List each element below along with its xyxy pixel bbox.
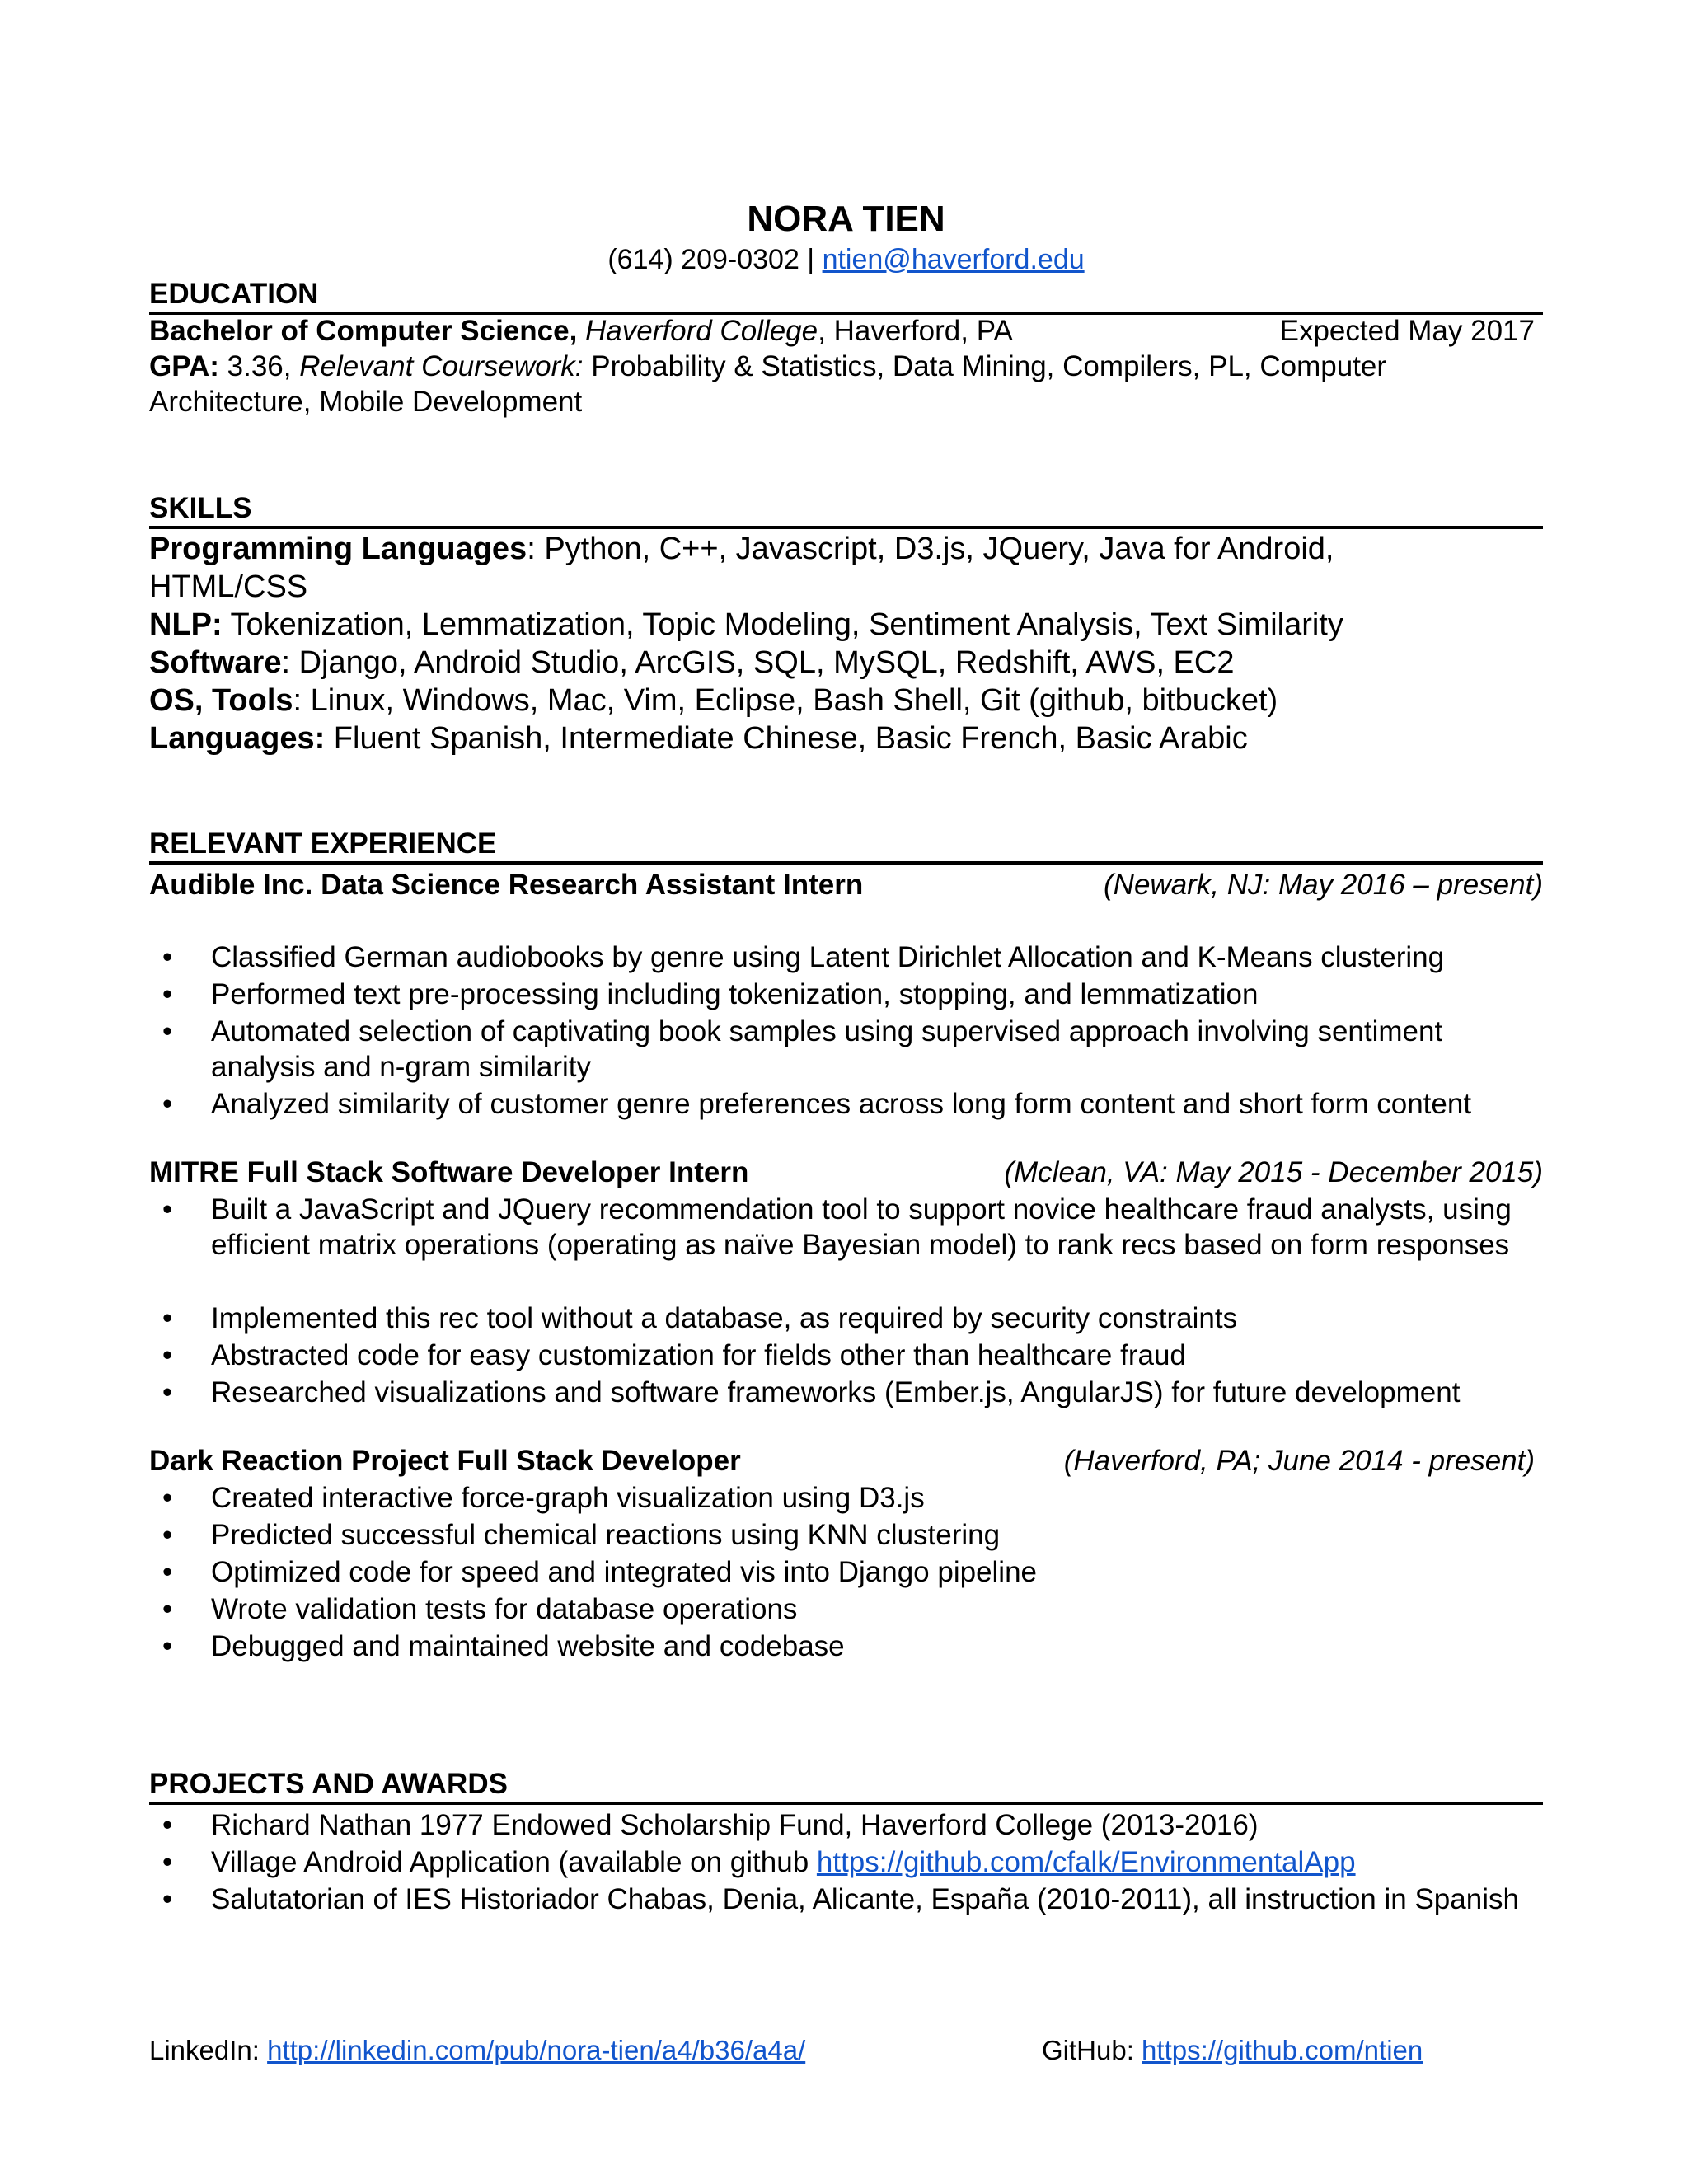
- bullet-icon: •: [162, 1630, 173, 1662]
- bullet-icon: •: [162, 1482, 173, 1514]
- experience-heading: RELEVANT EXPERIENCE: [149, 827, 1543, 865]
- college-name: Haverford College: [585, 315, 818, 347]
- skills-heading: SKILLS: [149, 491, 1543, 529]
- bullet-text: Predicted successful chemical reactions using KNN clustering: [211, 1519, 1001, 1551]
- bullet-icon: •: [162, 1556, 173, 1588]
- job-location: (Haverford, PA; June 2014 - present): [1063, 1445, 1535, 1477]
- job-title-text: Audible Inc. Data Science Research Assistant Intern: [149, 869, 864, 901]
- bullet-text: Researched visualizations and software frameworks (Ember.js, AngularJS) for future development: [211, 1376, 1461, 1408]
- bullet-icon: •: [162, 1015, 173, 1047]
- degree-line: [149, 314, 1543, 349]
- skills-languages-label: Languages:: [149, 721, 326, 756]
- linkedin-link[interactable]: http://linkedin.com/pub/nora-tien/a4/b36/a4a/: [267, 2035, 806, 2065]
- skills-programming-continued: HTML/CSS: [149, 569, 308, 604]
- bullet-icon: •: [162, 1088, 173, 1120]
- bullet-text: Created interactive force-graph visualization using D3.js: [211, 1482, 925, 1514]
- skills-nlp-label: NLP:: [149, 607, 223, 642]
- bullet-icon: •: [162, 941, 173, 973]
- bullet-icon: •: [162, 1302, 173, 1334]
- job-title-text: MITRE Full Stack Software Developer Intern: [149, 1156, 749, 1188]
- job-title-text: Dark Reaction Project Full Stack Developer: [149, 1445, 741, 1477]
- github-label: GitHub:: [1042, 2035, 1142, 2065]
- gpa-value: 3.36,: [218, 350, 300, 382]
- projects-heading: PROJECTS AND AWARDS: [149, 1767, 1543, 1805]
- skills-software-label: Software: [149, 645, 282, 680]
- bullet-text: Analyzed similarity of customer genre preferences across long form content and short form content: [211, 1088, 1472, 1120]
- skills-languages-value: Fluent Spanish, Intermediate Chinese, Basic French, Basic Arabic: [325, 721, 1248, 756]
- bullet-icon: •: [162, 1339, 173, 1371]
- email-link[interactable]: ntien@haverford.edu: [822, 244, 1085, 275]
- gpa-line: [149, 349, 1543, 384]
- graduation-date: Expected May 2017: [1279, 315, 1535, 347]
- bullet-icon: •: [162, 1593, 173, 1625]
- bullet-text: Abstracted code for easy customization for fields other than healthcare fraud: [211, 1339, 1186, 1371]
- skills-software-value: : Django, Android Studio, ArcGIS, SQL, MySQL, Redshift, AWS, EC2: [281, 645, 1235, 680]
- skills-languages: [149, 719, 1543, 757]
- bullet-text: Optimized code for speed and integrated vis into Django pipeline: [211, 1556, 1038, 1588]
- bullet-text: Performed text pre-processing including tokenization, stopping, and lemmatization: [211, 978, 1259, 1010]
- job-location: (Newark, NJ: May 2016 – present): [1104, 869, 1543, 901]
- linkedin-label: LinkedIn:: [149, 2035, 268, 2065]
- bullet-text: Implemented this rec tool without a database, as required by security constraints: [211, 1302, 1238, 1334]
- bullet-text: Automated selection of captivating book samples using supervised approach involving sentiment analysis and n-gram similarity: [211, 1015, 1443, 1083]
- bullet-text: Built a JavaScript and JQuery recommendation tool to support novice healthcare fraud analysts, using efficient matrix operations (operating as naïve Bayesian model) to rank recs based on form responses: [211, 1193, 1512, 1261]
- skills-software: [149, 644, 1543, 682]
- bullet-icon: •: [162, 1193, 173, 1226]
- degree-name: Bachelor of Computer Science,: [149, 315, 578, 347]
- skills-os-tools: [149, 682, 1543, 719]
- job-title: [149, 1444, 1543, 1479]
- bullet-icon: •: [162, 1519, 173, 1551]
- coursework-continued: Architecture, Mobile Development: [149, 386, 583, 418]
- skills-nlp-value: Tokenization, Lemmatization, Topic Modeling, Sentiment Analysis, Text Similarity: [222, 607, 1343, 642]
- bullet-icon: •: [162, 1809, 173, 1841]
- github-footer: [1042, 2033, 1423, 2068]
- college-place: , Haverford, PA: [818, 315, 1013, 347]
- coursework-label: Relevant Coursework:: [299, 350, 584, 382]
- job-title: [149, 868, 1543, 902]
- skills-os-value: : Linux, Windows, Mac, Vim, Eclipse, Bash Shell, Git (github, bitbucket): [293, 683, 1278, 718]
- skills-programming-value: : Python, C++, Javascript, D3.js, JQuery, Java for Android,: [527, 532, 1334, 566]
- contact-line: [149, 242, 1543, 277]
- skills-programming: [149, 530, 1543, 568]
- skills-programming-label: Programming Languages: [149, 532, 528, 566]
- phone-number: (614) 209-0302 |: [607, 244, 823, 275]
- bullet-icon: •: [162, 978, 173, 1010]
- skills-nlp: [149, 606, 1543, 644]
- job-location: (Mclean, VA: May 2015 - December 2015): [1004, 1156, 1543, 1188]
- project-text: [211, 1844, 1546, 1880]
- bullet-icon: •: [162, 1376, 173, 1408]
- bullet-icon: •: [162, 1883, 173, 1915]
- project-text: Richard Nathan 1977 Endowed Scholarship Fund, Haverford College (2013-2016): [211, 1809, 1259, 1841]
- education-heading: EDUCATION: [149, 277, 1543, 315]
- project-text: Salutatorian of IES Historiador Chabas, Denia, Alicante, España (2010-2011), all instruction in Spanish: [211, 1883, 1519, 1915]
- bullet-text: Wrote validation tests for database operations: [211, 1593, 798, 1625]
- coursework-value: Probability & Statistics, Data Mining, Compilers, PL, Computer: [583, 350, 1387, 382]
- project-github-link[interactable]: https://github.com/cfalk/EnvironmentalApp: [816, 1846, 1356, 1878]
- gpa-label: GPA:: [149, 350, 219, 382]
- job-title: [149, 1155, 1543, 1190]
- project-description: Village Android Application (available on github: [211, 1846, 817, 1878]
- bullet-icon: •: [162, 1846, 173, 1878]
- candidate-name: NORA TIEN: [747, 199, 945, 239]
- github-link[interactable]: https://github.com/ntien: [1142, 2035, 1423, 2065]
- bullet-text: Classified German audiobooks by genre using Latent Dirichlet Allocation and K-Means clustering: [211, 941, 1445, 973]
- skills-os-label: OS, Tools: [149, 683, 293, 718]
- footer-links: [149, 2033, 1543, 2068]
- bullet-text: Debugged and maintained website and codebase: [211, 1630, 845, 1662]
